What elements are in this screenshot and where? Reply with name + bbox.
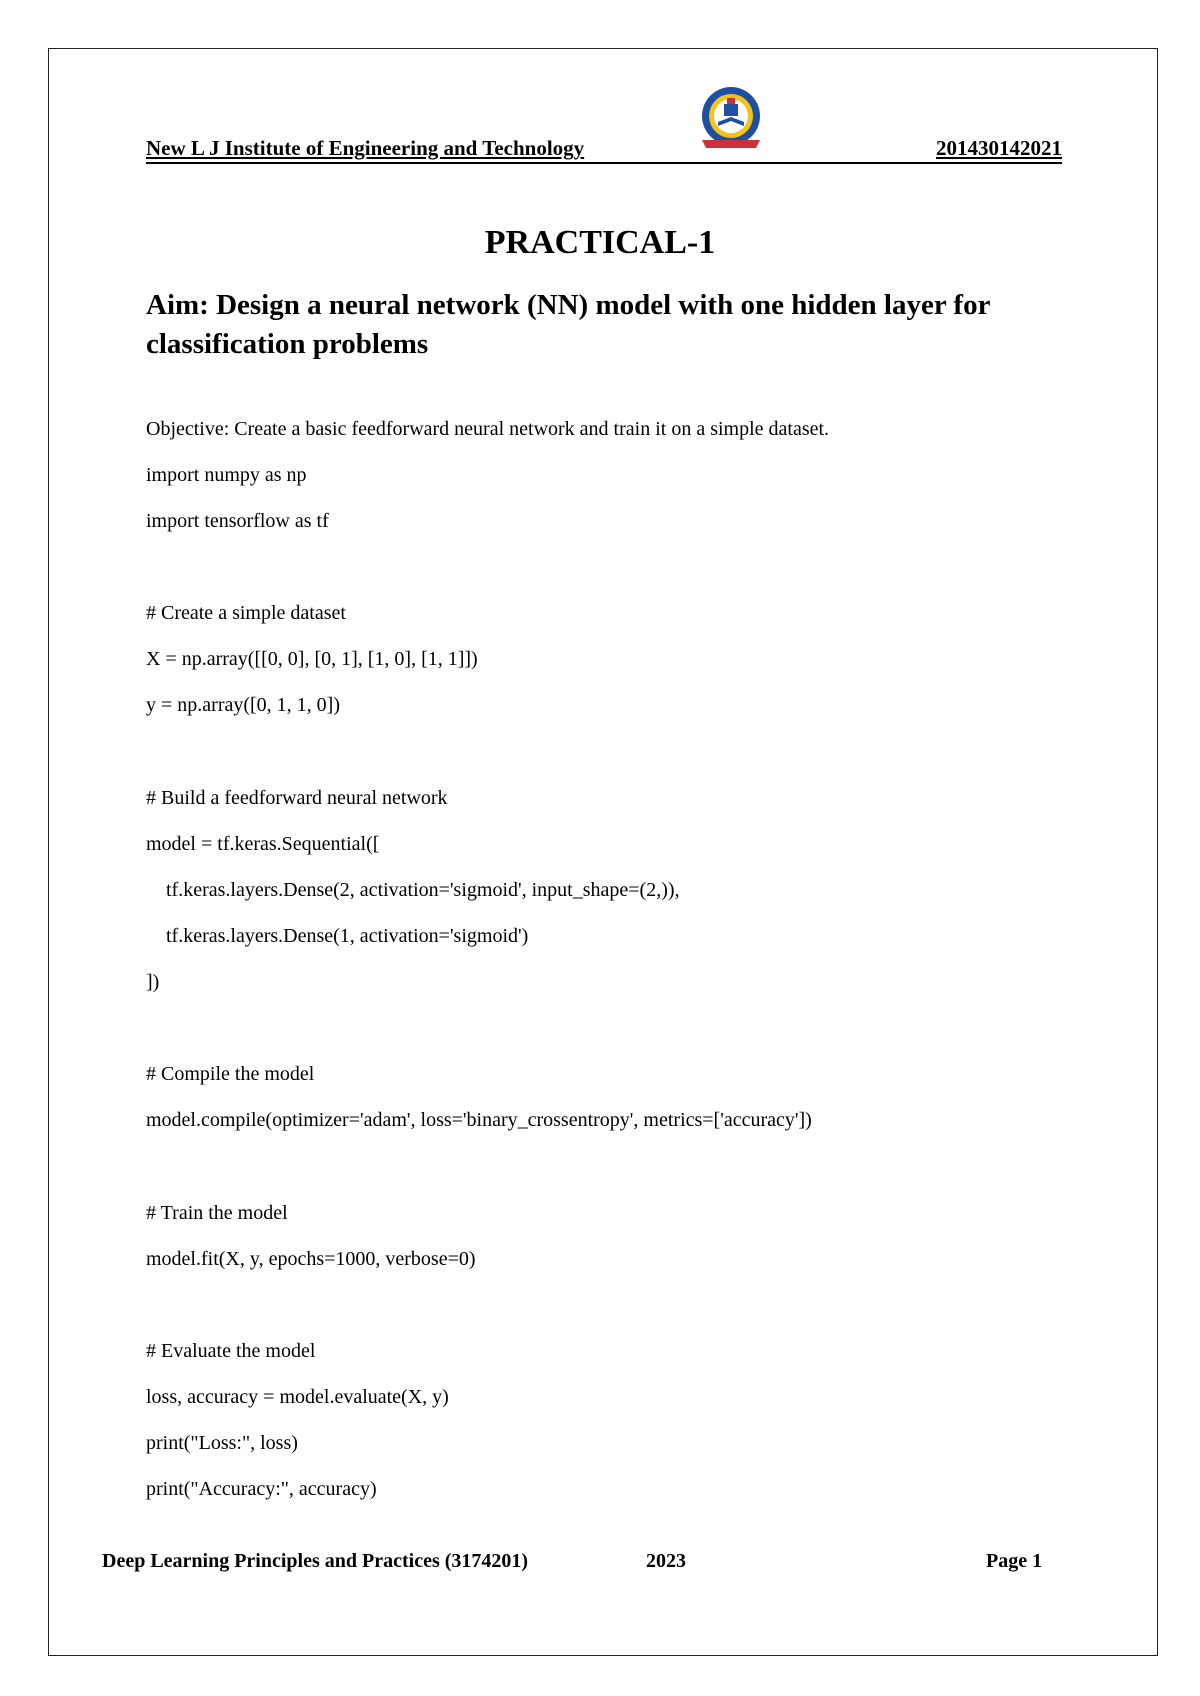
body-line: # Train the model — [146, 1202, 288, 1224]
body-line: tf.keras.layers.Dense(2, activation='sigmoid', input_shape=(2,)), — [146, 879, 680, 901]
body-line: Objective: Create a basic feedforward neural network and train it on a simple dataset. — [146, 418, 830, 440]
body-line: print("Accuracy:", accuracy) — [146, 1478, 377, 1500]
footer-page-number: Page 1 — [986, 1550, 1043, 1572]
body-line: tf.keras.layers.Dense(1, activation='sigmoid') — [146, 925, 529, 947]
page-title: PRACTICAL-1 — [484, 224, 716, 261]
body-line: model.compile(optimizer='adam', loss='binary_crossentropy', metrics=['accuracy']) — [146, 1109, 812, 1131]
enrollment-number: 201430142021 — [936, 136, 1062, 160]
body-line: y = np.array([0, 1, 1, 0]) — [146, 694, 340, 716]
aim-statement: Aim: Design a neural network (NN) model with one hidden layer for classification problems — [146, 289, 990, 360]
body-line: ]) — [146, 971, 160, 993]
body-line: # Build a feedforward neural network — [146, 787, 448, 809]
footer-year: 2023 — [646, 1550, 686, 1572]
footer-subject: Deep Learning Principles and Practices (3174201) — [102, 1550, 529, 1572]
body-line: import tensorflow as tf — [146, 510, 329, 532]
body-line: X = np.array([[0, 0], [0, 1], [1, 0], [1, 1]]) — [146, 648, 478, 670]
body-line: # Create a simple dataset — [146, 602, 346, 624]
body-line: import numpy as np — [146, 464, 307, 486]
college-emblem-icon — [694, 84, 768, 154]
body-line: model.fit(X, y, epochs=1000, verbose=0) — [146, 1248, 476, 1270]
body-line: loss, accuracy = model.evaluate(X, y) — [146, 1386, 449, 1408]
body-line: # Compile the model — [146, 1063, 315, 1085]
institute-name: New L J Institute of Engineering and Technology — [146, 136, 585, 160]
body-line: print("Loss:", loss) — [146, 1432, 298, 1454]
body-line: model = tf.keras.Sequential([ — [146, 833, 380, 855]
body-line: # Evaluate the model — [146, 1340, 316, 1362]
page-header — [146, 136, 1062, 164]
